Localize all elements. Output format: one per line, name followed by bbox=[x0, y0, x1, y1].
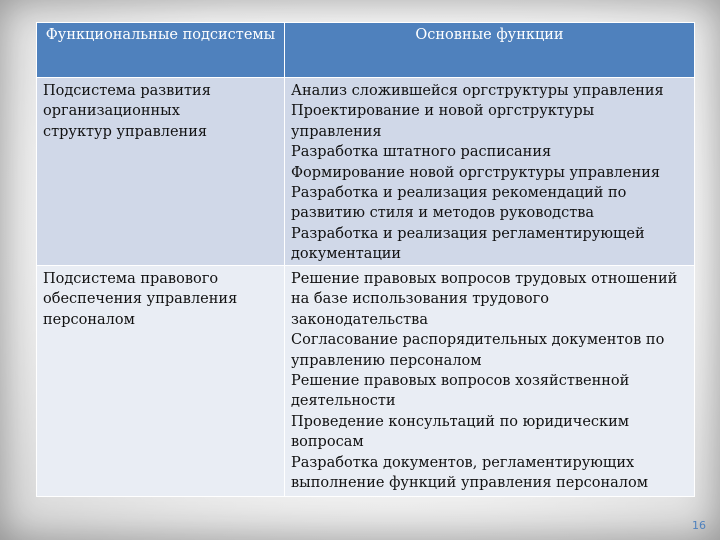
subsystem-cell bbox=[37, 78, 285, 266]
table-row bbox=[37, 78, 695, 266]
header-subsystems: Функциональные подсистемы bbox=[37, 23, 285, 78]
function-line: на базе использования трудового bbox=[291, 291, 549, 308]
function-line: Согласование распорядительных документов по bbox=[291, 332, 665, 349]
subsystem-line: структур управления bbox=[43, 123, 208, 140]
function-line: Анализ сложившейся оргструктуры управления bbox=[291, 83, 664, 99]
functions-cell bbox=[285, 78, 695, 266]
function-line: Решение правовых вопросов трудовых отношений bbox=[291, 271, 678, 287]
table-row bbox=[37, 266, 695, 497]
function-line: деятельности bbox=[291, 393, 396, 410]
function-line: управлению персоналом bbox=[291, 352, 482, 369]
function-line: документации bbox=[291, 246, 402, 263]
subsystem-cell bbox=[37, 266, 285, 497]
function-line: Разработка документов, регламентирующих bbox=[291, 454, 635, 471]
function-line: Решение правовых вопросов хозяйственной bbox=[291, 373, 630, 390]
function-line: Формирование новой оргструктуры управления bbox=[291, 164, 661, 181]
function-line: вопросам bbox=[291, 434, 364, 451]
function-line: Проектирование и новой оргструктуры bbox=[291, 103, 595, 120]
header-functions: Основные функции bbox=[285, 23, 695, 78]
function-line: Разработка и реализация рекомендаций по bbox=[291, 185, 627, 202]
subsystem-line: организационных bbox=[43, 103, 180, 120]
function-line: Проведение консультаций по юридическим bbox=[291, 413, 630, 430]
function-line: выполнение функций управления персоналом bbox=[291, 475, 649, 492]
function-line: Разработка и реализация регламентирующей bbox=[291, 225, 645, 242]
subsystem-line: обеспечения управления bbox=[43, 291, 238, 308]
table-header-row bbox=[37, 23, 695, 78]
functions-table bbox=[36, 22, 695, 497]
function-line: законодательства bbox=[291, 311, 428, 328]
subsystem-line: Подсистема правового bbox=[43, 271, 219, 287]
function-line: Разработка штатного расписания bbox=[291, 144, 552, 161]
subsystem-line: персоналом bbox=[43, 311, 135, 328]
subsystem-line: Подсистема развития bbox=[43, 83, 211, 99]
page-number: 16 bbox=[692, 519, 706, 532]
function-line: управления bbox=[291, 123, 382, 140]
functions-cell bbox=[285, 266, 695, 497]
function-line: развитию стиля и методов руководства bbox=[291, 205, 595, 222]
